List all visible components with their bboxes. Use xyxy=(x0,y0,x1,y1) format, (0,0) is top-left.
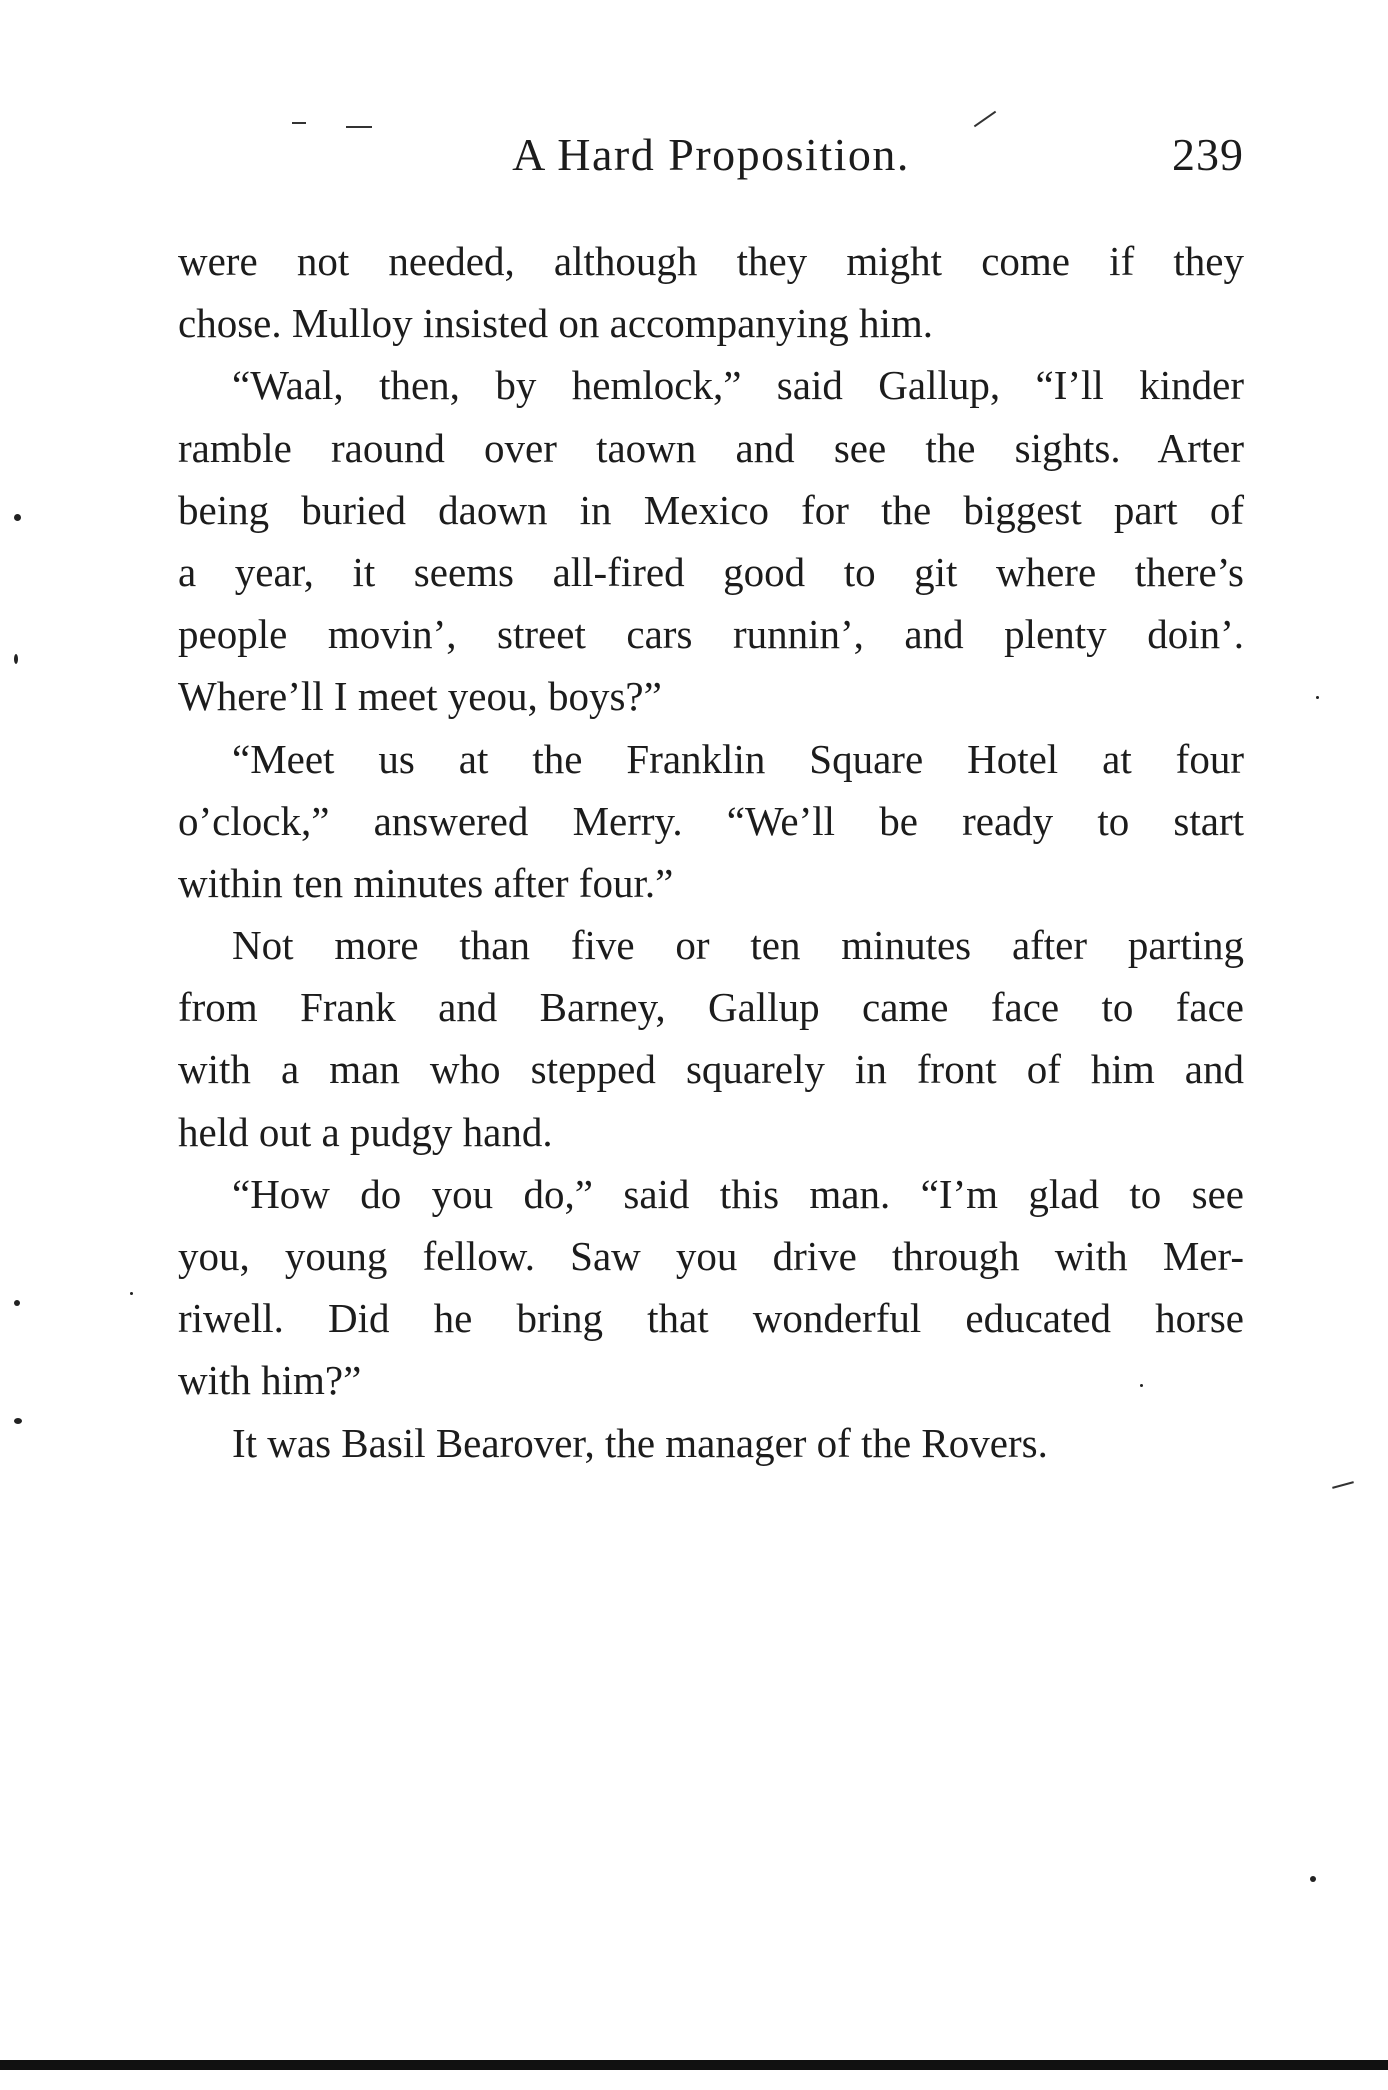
ink-speck xyxy=(130,1292,133,1295)
text-line: Not more than five or ten minutes after parting xyxy=(232,922,1244,969)
text-line: It was Basil Bearover, the manager of the Rovers. xyxy=(232,1419,1048,1466)
text-line: within ten minutes after four.” xyxy=(178,859,674,906)
ink-speck xyxy=(14,1300,20,1306)
body-text xyxy=(178,230,1244,1474)
ink-speck xyxy=(14,514,21,521)
text-line: a year, it seems all-fired good to git where there’s xyxy=(178,548,1244,595)
text-line: “Meet us at the Franklin Square Hotel at four xyxy=(232,735,1244,782)
ink-speck xyxy=(1316,696,1319,699)
running-title: A Hard Proposition. xyxy=(512,129,910,180)
text-line: from Frank and Barney, Gallup came face to face xyxy=(178,984,1244,1031)
text-line: you, young fellow. Saw you drive through with Mer- xyxy=(178,1233,1244,1279)
text-line: riwell. Did he bring that wonderful educated horse xyxy=(178,1295,1244,1342)
bottom-edge-shadow xyxy=(0,2060,1388,2070)
running-head xyxy=(178,128,1244,198)
ink-speck xyxy=(14,654,18,664)
text-line: being buried daown in Mexico for the biggest part of xyxy=(178,486,1244,533)
text-line: held out a pudgy hand. xyxy=(178,1108,553,1155)
text-line: with a man who stepped squarely in front of him and xyxy=(178,1046,1244,1093)
text-line: people movin’, street cars runnin’, and plenty doin’. xyxy=(178,611,1244,658)
text-line: Where’ll I meet yeou, boys?” xyxy=(178,673,662,720)
text-line: “How do you do,” said this man. “I’m glad to see xyxy=(232,1170,1244,1217)
print-mark xyxy=(974,111,996,128)
text-line: with him?” xyxy=(178,1357,362,1404)
ink-speck xyxy=(14,1418,22,1424)
text-line: chose. Mulloy insisted on accompanying him. xyxy=(178,300,933,347)
print-mark xyxy=(1332,1481,1354,1489)
text-line: “Waal, then, by hemlock,” said Gallup, “I’ll kinder xyxy=(232,362,1244,409)
page-number: 239 xyxy=(1172,129,1244,180)
ink-speck xyxy=(1310,1876,1316,1882)
ink-speck xyxy=(1140,1384,1143,1387)
print-mark xyxy=(292,122,306,124)
text-line: were not needed, although they might come if they xyxy=(178,238,1244,284)
text-line: ramble raound over taown and see the sights. Arter xyxy=(178,424,1244,471)
text-line: o’clock,” answered Merry. “We’ll be ready to start xyxy=(178,797,1244,844)
